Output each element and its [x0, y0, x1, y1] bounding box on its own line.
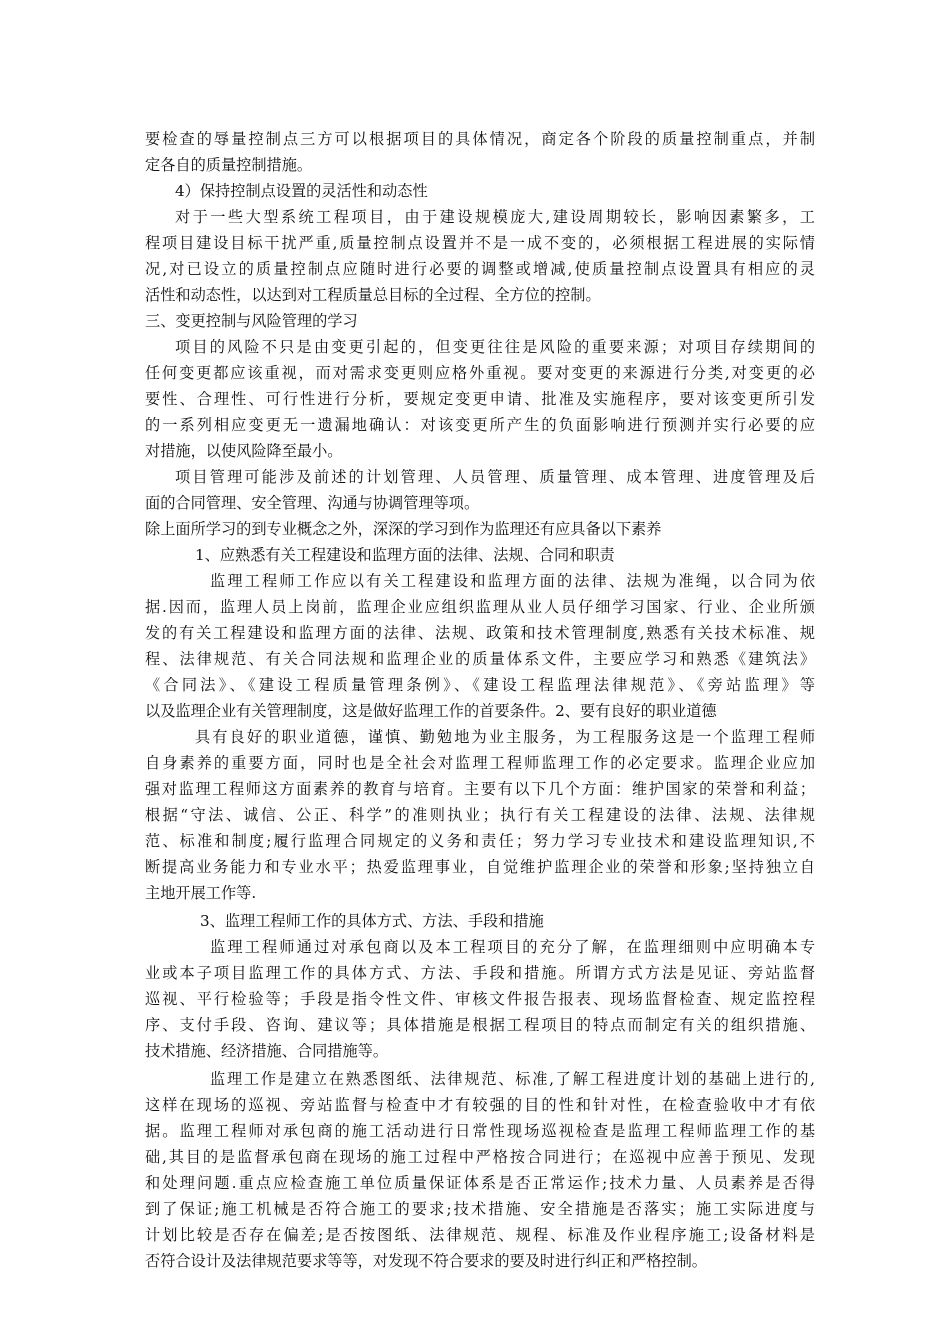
paragraph-line: 活性和动态性，以达到对工程质量总目标的全过程、全方位的控制。	[145, 286, 601, 304]
paragraph-line: 断提高业务能力和专业水平；热爱监理事业，自觉维护监理企业的荣誉和形象;坚持独立自	[145, 858, 815, 876]
paragraph-line: 要检查的辱量控制点三方可以根据项目的具体情况，商定各个阶段的质量控制重点，并制	[145, 130, 815, 148]
paragraph-line: 任何变更都应该重视，而对需求变更则应格外重视。要对变更的来源进行分类,对变更的必	[145, 364, 815, 382]
paragraph-line: 况,对已设立的质量控制点应随时进行必要的调整或增减,使质量控制点设置具有相应的灵	[145, 260, 815, 278]
paragraph-line: 业或本子项目监理工作的具体方式、方法、手段和措施。所谓方式方法是见证、旁站监督	[145, 964, 815, 982]
subheading: 3、监理工程师工作的具体方式、方法、手段和措施	[200, 912, 544, 930]
paragraph-line: 据。监理工程师对承包商的施工活动进行日常性现场巡视检查是监理工程师监理工作的基	[145, 1122, 815, 1140]
paragraph-line: 计划比较是否存在偏差;是否按图纸、法律规范、规程、标准及作业程序施工;设备材料是	[145, 1226, 815, 1244]
paragraph-line: 自身素养的重要方面，同时也是全社会对监理工程师监理工作的必定要求。监理企业应加	[145, 754, 815, 772]
paragraph-line: 这样在现场的巡视、旁站监督与检查中才有较强的目的性和针对性，在检查验收中才有依	[145, 1096, 815, 1114]
subheading: 1、应熟悉有关工程建设和监理方面的法律、法规、合同和职责	[195, 546, 615, 564]
paragraph-line: 程、法律规范、有关合同法规和监理企业的质量体系文件，主要应学习和熟悉《建筑法》	[145, 650, 815, 668]
paragraph-line: 项目的风险不只是由变更引起的，但变更往往是风险的重要来源；对项目存续期间的	[175, 338, 815, 356]
paragraph-line: 根据“守法、诚信、公正、科学”的准则执业；执行有关工程建设的法律、法规、法律规	[145, 806, 815, 824]
paragraph-line: 巡视、平行检验等；手段是指令性文件、审核文件报告报表、现场监督检查、规定监控程	[145, 990, 815, 1008]
paragraph-line: 发的有关工程建设和监理方面的法律、法规、政策和技术管理制度,熟悉有关技术标准、规	[145, 624, 815, 642]
paragraph-line: 监理工作是建立在熟悉图纸、法律规范、标准,了解工程进度计划的基础上进行的,	[210, 1070, 815, 1088]
paragraph-line: 对于一些大型系统工程项目，由于建设规模庞大,建设周期较长，影响因素繁多，工	[175, 208, 815, 226]
subheading: 4）保持控制点设置的灵活性和动态性	[175, 182, 428, 200]
paragraph-line: 范、标准和制度;履行监理合同规定的义务和责任；努力学习专业技术和建设监理知识,不	[145, 832, 815, 850]
paragraph-line: 具有良好的职业道德，谨慎、勤勉地为业主服务，为工程服务这是一个监理工程师	[195, 728, 815, 746]
paragraph-line: 据.因而，监理人员上岗前，监理企业应组织监理从业人员仔细学习国家、行业、企业所颁	[145, 598, 815, 616]
paragraph-line: 监理工程师工作应以有关工程建设和监理方面的法律、法规为准绳，以合同为依	[210, 572, 815, 590]
paragraph-line: 和处理问题.重点应检查施工单位质量保证体系是否正常运作;技术力量、人员素养是否得	[145, 1174, 815, 1192]
paragraph-line: 主地开展工作等.	[145, 884, 257, 902]
paragraph-line: 强对监理工程师这方面素养的教育与培育。主要有以下几个方面：维护国家的荣誉和利益；	[145, 780, 815, 798]
paragraph-line: 要性、合理性、可行性进行分析，要规定变更申请、批准及实施程序，要对该变更所引发	[145, 390, 815, 408]
paragraph-line: 否符合设计及法律规范要求等等，对发现不符合要求的要及时进行纠正和严格控制。	[145, 1252, 707, 1270]
section-heading: 三、变更控制与风险管理的学习	[145, 312, 358, 330]
paragraph-line: 定各自的质量控制措施。	[145, 156, 313, 174]
paragraph-line: 监理工程师通过对承包商以及本工程项目的充分了解，在监理细则中应明确本专	[210, 938, 815, 956]
paragraph-line: 序、支付手段、咨询、建议等；具体措施是根据工程项目的特点而制定有关的组织措施、	[145, 1016, 815, 1034]
paragraph-line: 除上面所学习的到专业概念之外，深深的学习到作为监理还有应具备以下素养	[145, 520, 662, 538]
paragraph-line: 础,其目的是监督承包商在现场的施工过程中严格按合同进行；在巡视中应善于预见、发现	[145, 1148, 815, 1166]
paragraph-line: 对措施，以使风险降至最小。	[145, 442, 343, 460]
paragraph-line: 项目管理可能涉及前述的计划管理、人员管理、质量管理、成本管理、进度管理及后	[175, 468, 815, 486]
paragraph-line: 《合同法》、《建设工程质量管理条例》、《建设工程监理法律规范》、《旁站监理》等	[145, 676, 815, 694]
paragraph-line: 以及监理企业有关管理制度，这是做好监理工作的首要条件。2、要有良好的职业道德	[145, 702, 717, 720]
paragraph-line: 到了保证;施工机械是否符合施工的要求;技术措施、安全措施是否落实；施工实际进度与	[145, 1200, 815, 1218]
paragraph-line: 技术措施、经济措施、合同措施等。	[145, 1042, 388, 1060]
paragraph-line: 的一系列相应变更无一遗漏地确认：对该变更所产生的负面影响进行预测并实行必要的应	[145, 416, 815, 434]
paragraph-line: 面的合同管理、安全管理、沟通与协调管理等项。	[145, 494, 480, 512]
paragraph-line: 程项目建设目标干扰严重,质量控制点设置并不是一成不变的，必须根据工程进展的实际情	[145, 234, 815, 252]
